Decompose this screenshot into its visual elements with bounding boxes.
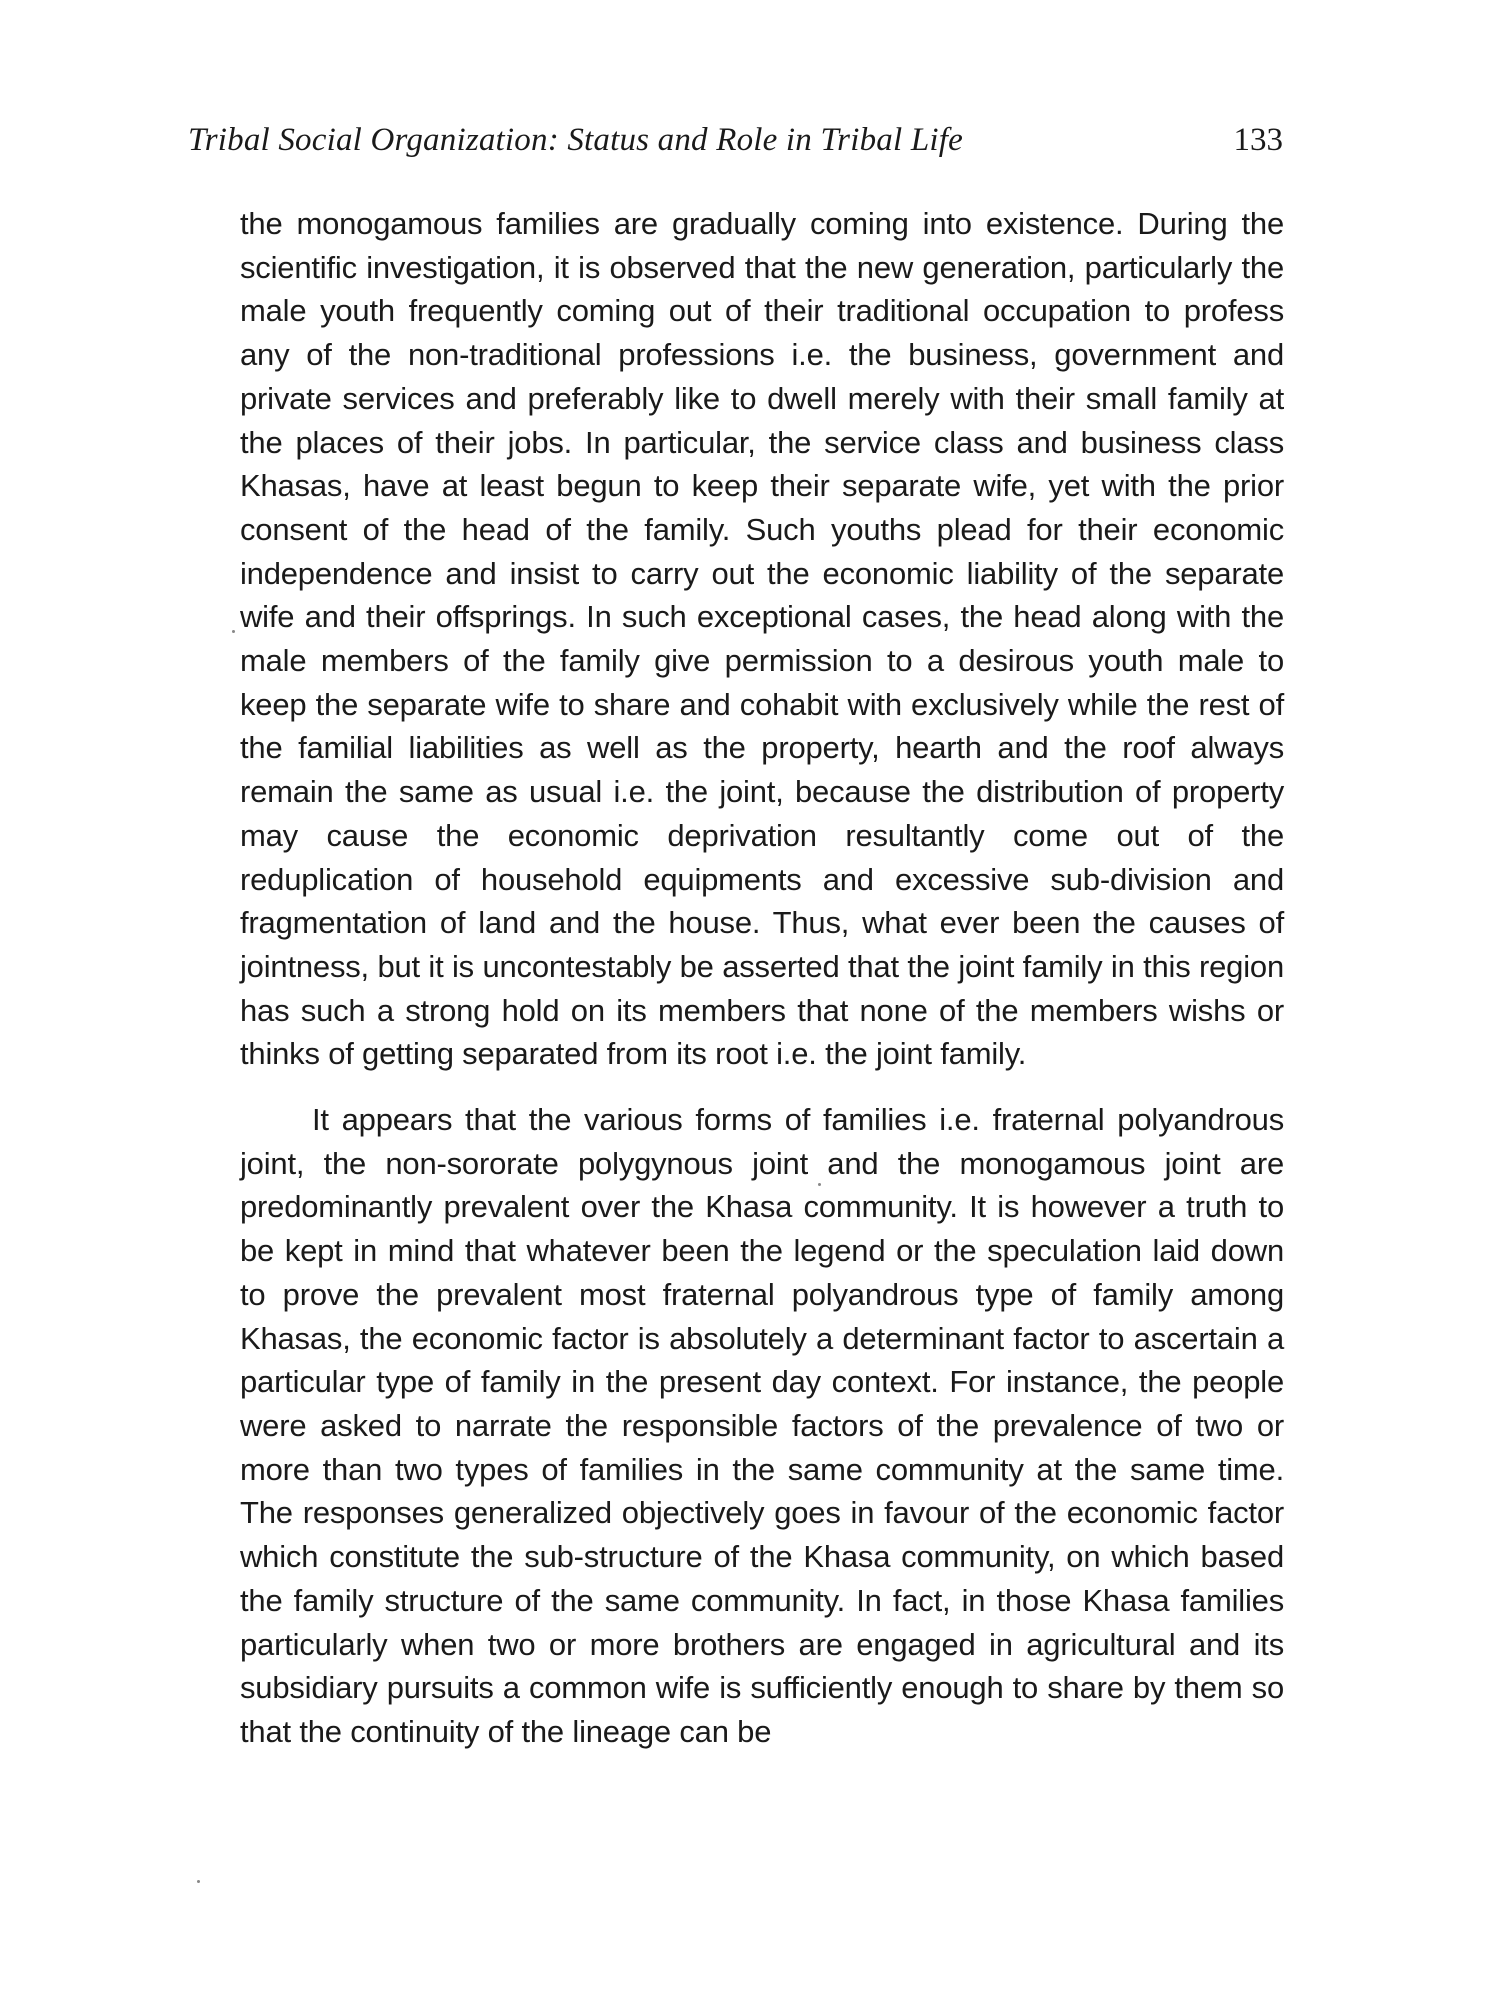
body-text	[240, 202, 1284, 1754]
paragraph-2: It appears that the various forms of families i.e. fraternal polyandrous joint, the non-sororate polygynous joint and the monogamous joint are predominantly prevalent over the Khasa community. It is however a truth to be kept in mind that whatever been the legend or the speculation laid down to prove the prevalent most fraternal polyandrous type of family among Khasas, the economic factor is absolutely a determinant factor to ascertain a particular type of family in the present day context. For instance, the people were asked to narrate the responsible factors of the prevalence of two or more than two types of families in the same community at the same time. The responses generalized objectively goes in favour of the economic factor which constitute the sub-structure of the Khasa community, on which based the family structure of the same community. In fact, in those Khasa families particularly when two or more brothers are engaged in agricultural and its subsidiary pursuits a common wife is sufficiently enough to share by them so that the continuity of the lineage can be	[240, 1102, 1284, 1749]
running-title: Tribal Social Organization: Status and Role in Tribal Life	[188, 122, 963, 158]
page-number: 133	[1233, 122, 1283, 158]
scan-speck	[197, 1880, 200, 1883]
scan-speck	[818, 1183, 821, 1186]
paragraph-1: the monogamous families are gradually coming into existence. During the scientific investigation, it is observed that the new generation, particularly the male youth frequently coming out of their traditional occupation to profess any of the non-traditional professions i.e. the business, government and private services and preferably like to dwell merely with their small family at the places of their jobs. In particular, the service class and business class Khasas, have at least begun to keep their separate wife, yet with the prior consent of the head of the family. Such youths plead for their economic independence and insist to carry out the economic liability of the separate wife and their offsprings. In such exceptional cases, the head along with the male members of the family give permission to a desirous youth male to keep the separate wife to share and cohabit with exclusively while the rest of the familial liabilities as well as the property, hearth and the roof always remain the same as usual i.e. the joint, because the distribution of property may cause the economic deprivation resultantly come out of the reduplication of household equipments and excessive sub-division and fragmentation of land and the house. Thus, what ever been the causes of jointness, but it is uncontestably be asserted that the joint family in this region has such a strong hold on its members that none of the members wishs or thinks of getting separated from its root i.e. the joint family.	[240, 206, 1284, 1072]
running-header	[188, 120, 1283, 170]
scan-speck	[232, 630, 235, 633]
